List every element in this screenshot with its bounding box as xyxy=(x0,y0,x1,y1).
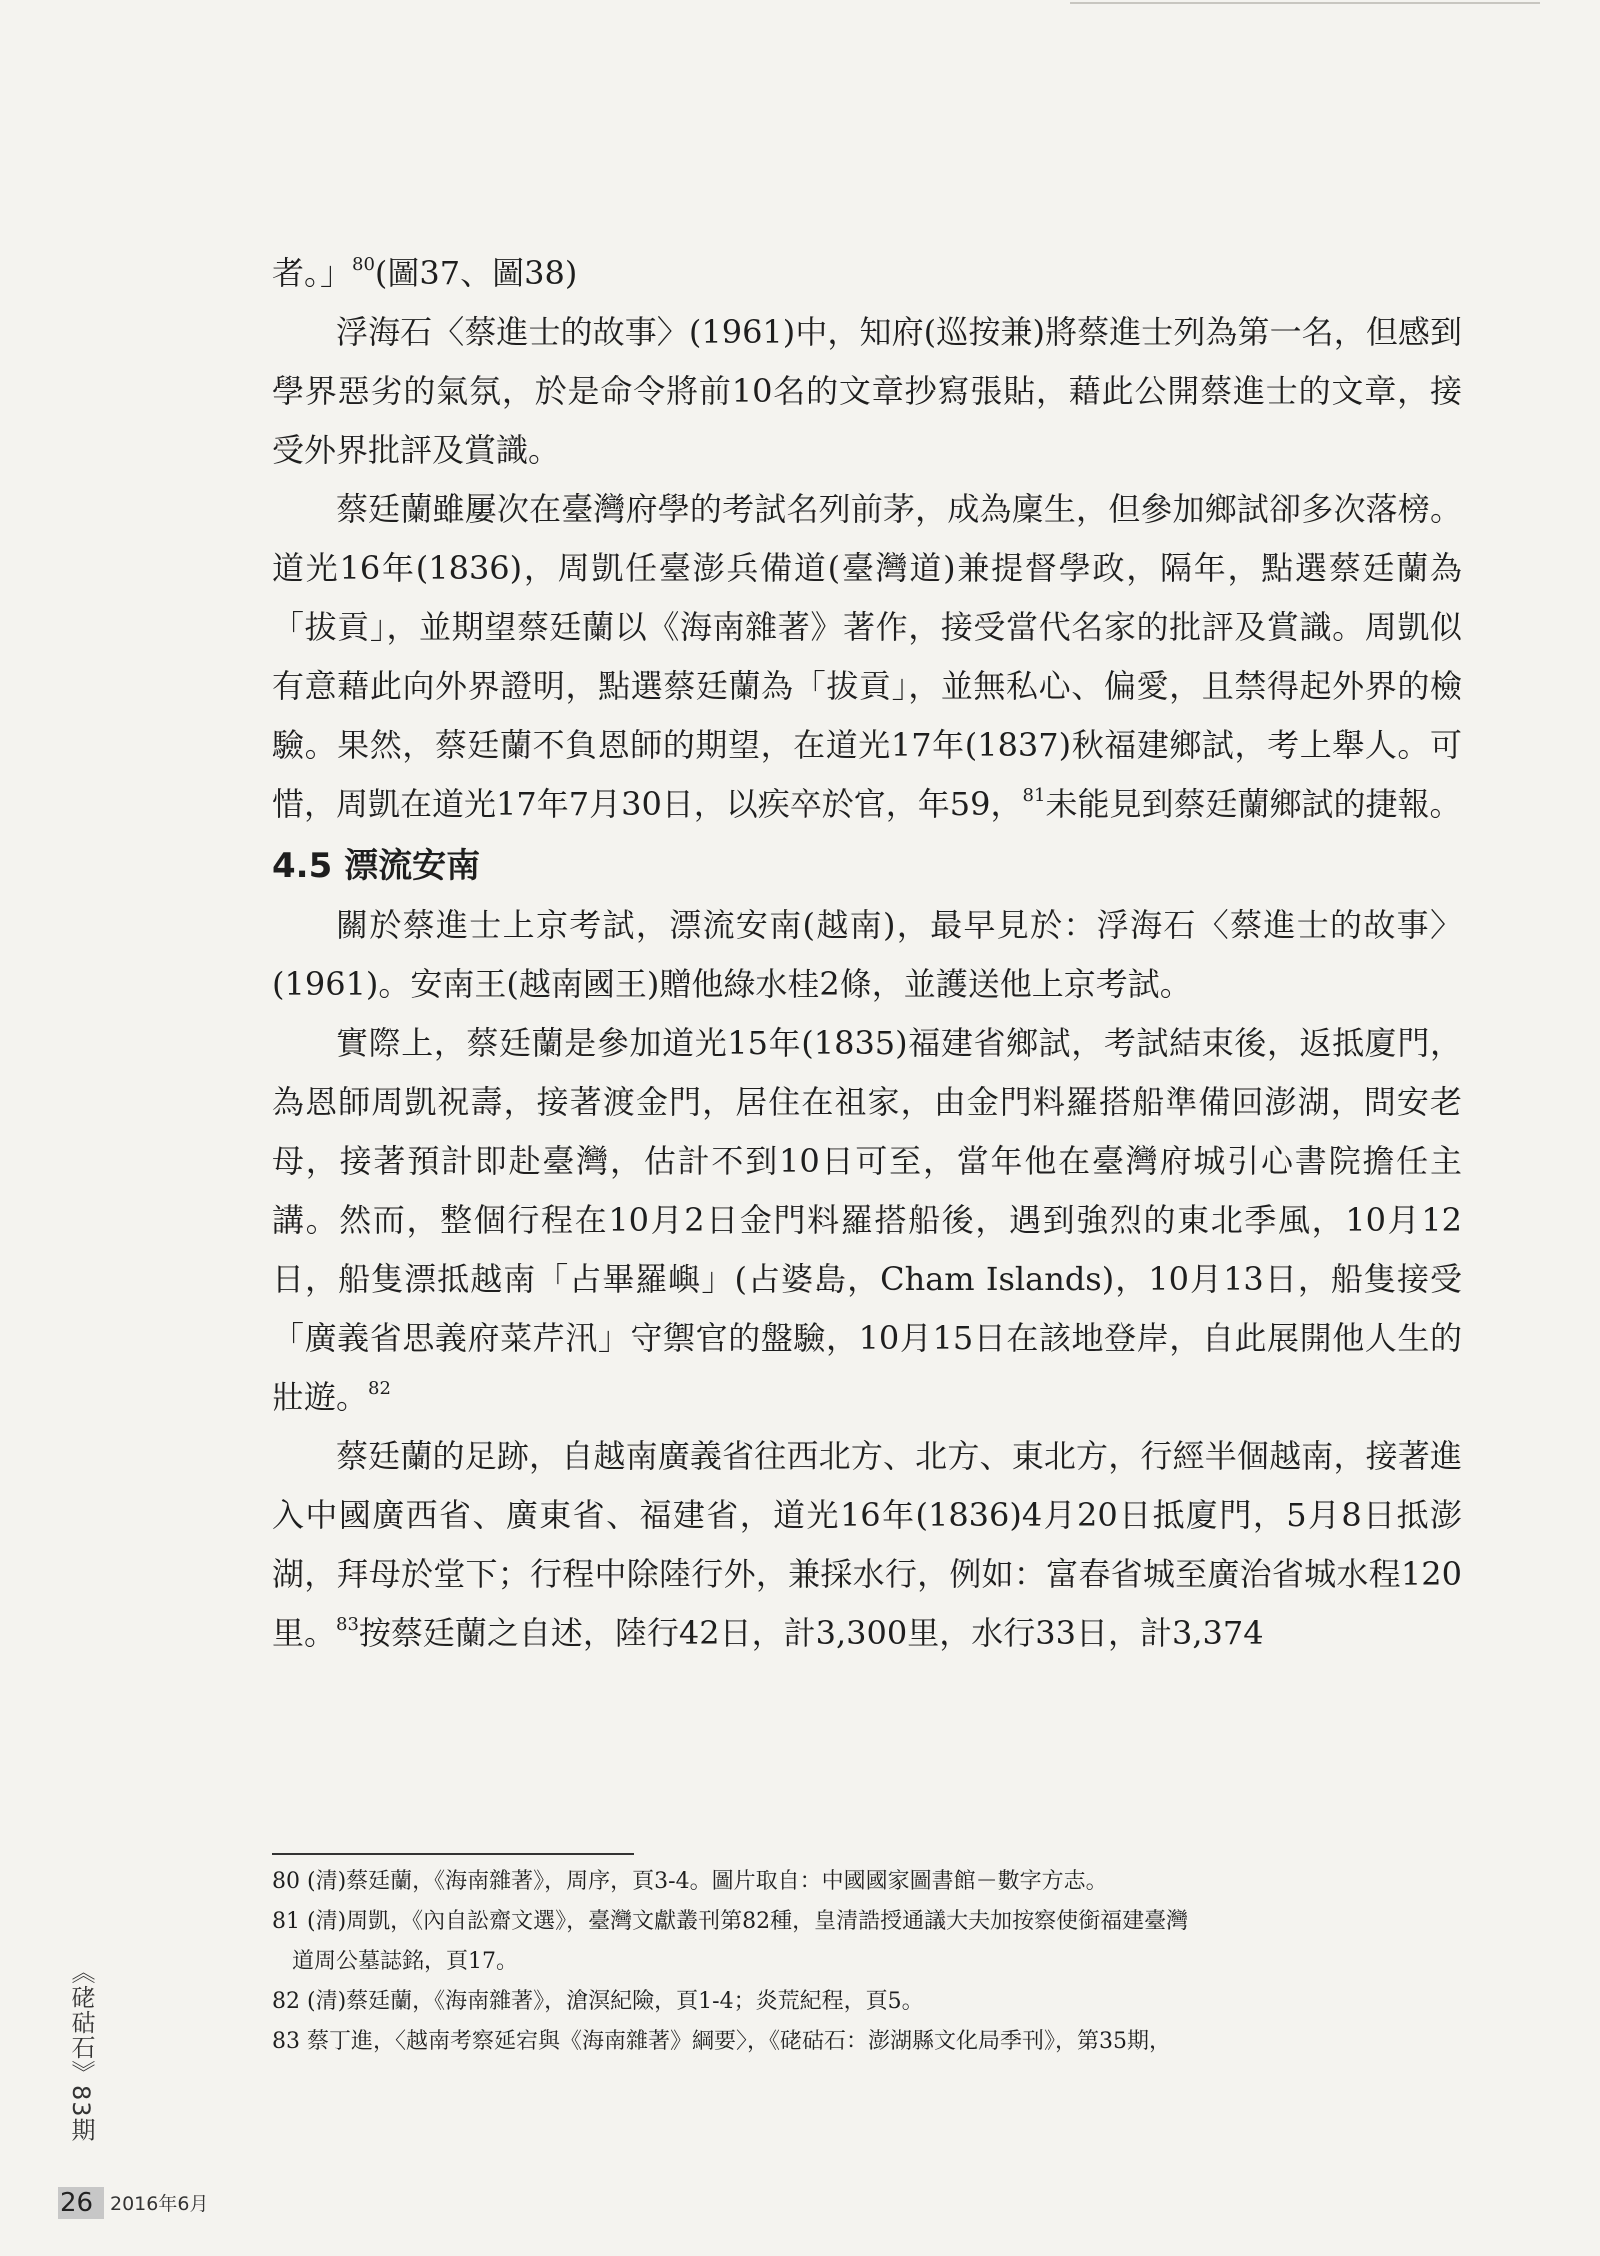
paragraph-continuation xyxy=(272,244,1462,303)
paragraph-text-tail: (圖37、圖38) xyxy=(374,254,578,292)
footnote-83: 83 蔡丁進，〈越南考察延宕與《海南雜著》綱要〉，《硓𥑮石：澎湖縣文化局季刊》，第35期， xyxy=(272,2029,1171,2054)
paragraph: 浮海石〈蔡進士的故事〉(1961)中，知府(巡按兼)將蔡進士列為第一名，但感到學界惡劣的氣氛，於是命令將前10名的文章抄寫張貼，藉此公開蔡進士的文章，接受外界批評及賞識。 xyxy=(272,313,1462,469)
footnote-ref-83: 83 xyxy=(336,1614,359,1635)
footnote-81: 81 (清)周凱，《內自訟齋文選》，臺灣文獻叢刊第82種，皇清誥授通議大夫加按察使銜福建臺灣 xyxy=(272,1909,1189,1934)
footnote-divider xyxy=(272,1853,634,1855)
paragraph-text: 蔡廷蘭雖屢次在臺灣府學的考試名列前茅，成為廩生，但參加鄉試卻多次落榜。道光16年(1836)，周凱任臺澎兵備道(臺灣道)兼提督學政，隔年，點選蔡廷蘭為「拔貢」，並期望蔡廷蘭以《海南雜著》著作，接受當代名家的批評及賞識。周凱似有意藉此向外界證明，點選蔡廷蘭為「拔貢」，並無私心、偏愛，且禁得起外界的檢驗。果然，蔡廷蘭不負恩師的期望，在道光17年(1837)秋福建鄉試，考上舉人。可惜，周凱在道光17年7月30日，以疾卒於官，年59， xyxy=(272,490,1462,823)
paragraph-text: 蔡廷蘭的足跡，自越南廣義省往西北方、北方、東北方，行經半個越南，接著進入中國廣西省、廣東省、福建省，道光16年(1836)4月20日抵廈門，5月8日抵澎湖，拜母於堂下；行程中除陸行外，兼採水行，例如：富春省城至廣治省城水程120里。 xyxy=(272,1437,1462,1652)
footnote-80: 80 (清)蔡廷蘭，《海南雜著》，周序，頁3-4。圖片取自：中國國家圖書館－數字方志。 xyxy=(272,1869,1108,1894)
paragraph xyxy=(272,1427,1462,1663)
footnote-81-continued: 道周公墓誌銘，頁17。 xyxy=(292,1949,518,1974)
issue-date: 2016年6月 xyxy=(110,2193,209,2215)
paragraph-text: 者。」 xyxy=(272,254,353,292)
footnote-ref-81: 81 xyxy=(1022,785,1046,806)
journal-label: 《硓𥑮石》83期 xyxy=(67,1960,95,2143)
footnotes xyxy=(272,1862,1462,2062)
footnote-82: 82 (清)蔡廷蘭，《海南雜著》，滄溟紀險，頁1-4；炎荒紀程，頁5。 xyxy=(272,1989,924,2014)
paragraph xyxy=(272,1014,1462,1427)
main-text xyxy=(272,244,1462,1663)
page-number: 26 xyxy=(60,2188,94,2218)
paragraph-text-tail: 未能見到蔡廷蘭鄉試的捷報。 xyxy=(1045,785,1462,823)
footnote-ref-80: 80 xyxy=(352,254,375,275)
section-heading: 4.5 漂流安南 xyxy=(272,846,481,886)
paragraph xyxy=(272,480,1462,834)
paragraph: 關於蔡進士上京考試，漂流安南(越南)，最早見於：浮海石〈蔡進士的故事〉(1961)。安南王(越南國王)贈他綠水桂2條，並護送他上京考試。 xyxy=(272,906,1462,1003)
top-scan-line xyxy=(1070,2,1540,4)
paragraph-text-tail: 按蔡廷蘭之自述，陸行42日，計3,300里，水行33日，計3,374 xyxy=(358,1614,1264,1652)
footnote-ref-82: 82 xyxy=(368,1378,391,1399)
paragraph-text: 實際上，蔡廷蘭是參加道光15年(1835)福建省鄉試，考試結束後，返抵廈門，為恩師周凱祝壽，接著渡金門，居住在祖家，由金門料羅搭船準備回澎湖，問安老母，接著預計即赴臺灣，估計不到10日可至，當年他在臺灣府城引心書院擔任主講。然而，整個行程在10月2日金門料羅搭船後，遇到強烈的東北季風，10月12日，船隻漂抵越南「占畢羅嶼」(占婆島，Cham Islands)，10月13日，船隻接受「廣義省思義府菜芹汛」守禦官的盤驗，10月15日在該地登岸，自此展開他人生的壯遊。 xyxy=(272,1024,1462,1416)
